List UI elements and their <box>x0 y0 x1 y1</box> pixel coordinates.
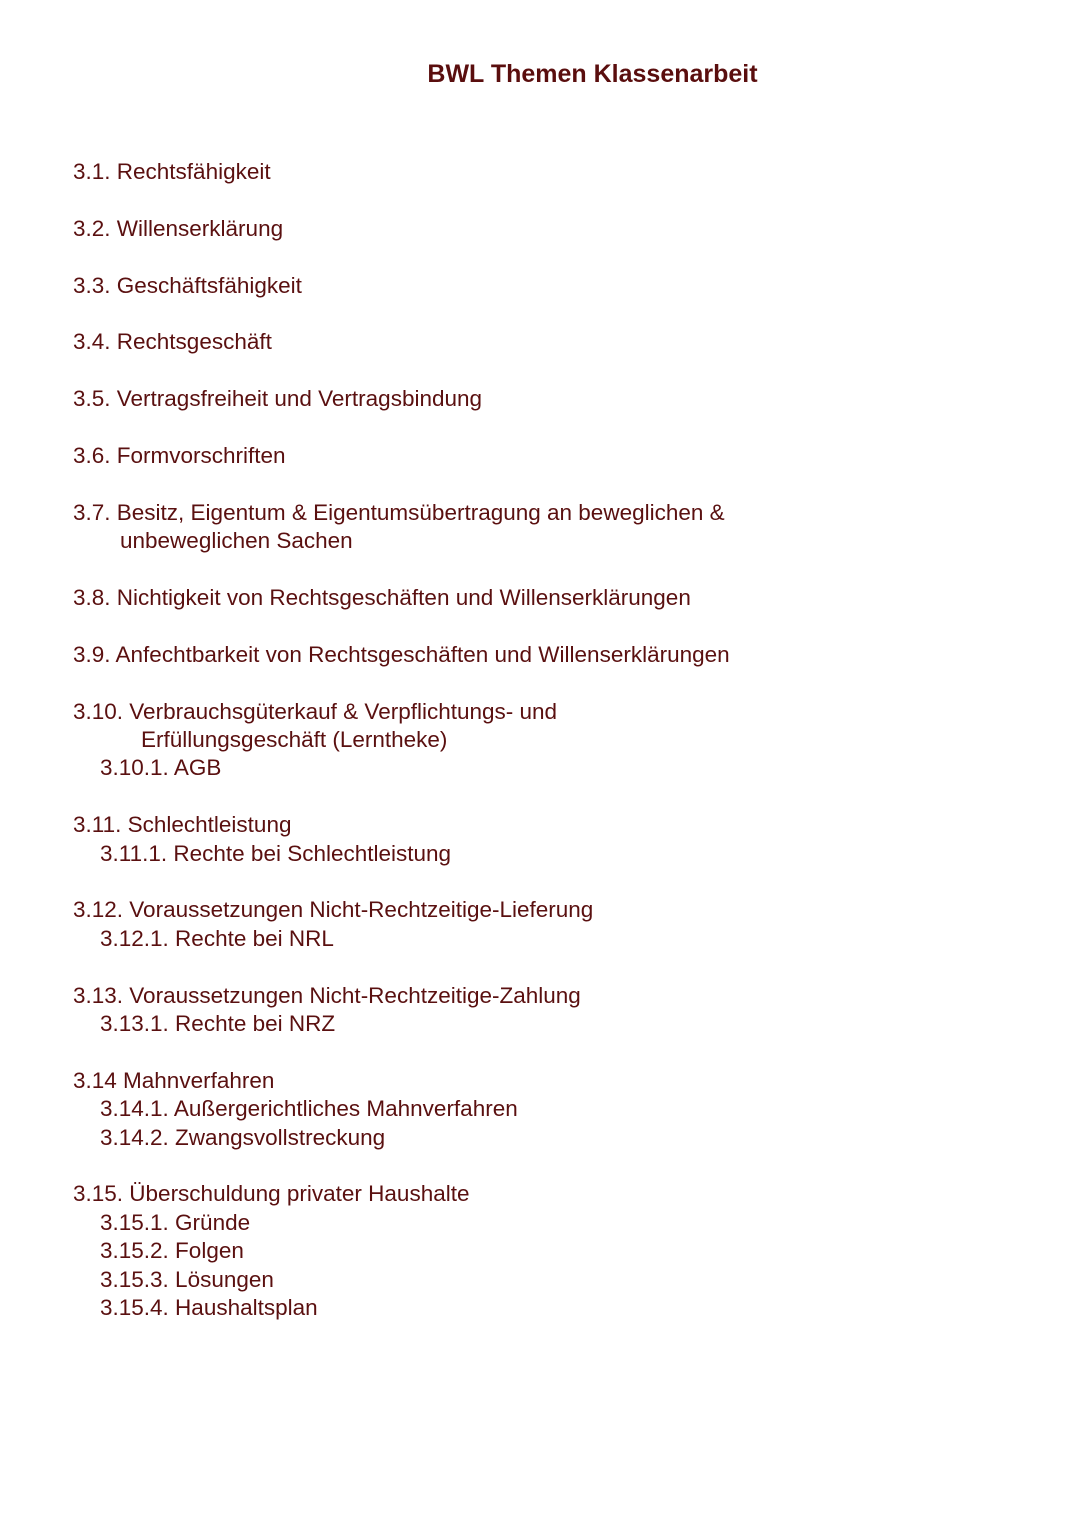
subtopic-3-12-1: 3.12.1. Rechte bei NRL <box>100 925 334 951</box>
topic-3-3: 3.3. Geschäftsfähigkeit <box>73 272 302 298</box>
topic-3-5: 3.5. Vertragsfreiheit und Vertragsbindung <box>73 386 483 412</box>
topic-3-11: 3.11. Schlechtleistung <box>73 812 292 838</box>
topic-3-15: 3.15. Überschuldung privater Haushalte <box>73 1181 470 1207</box>
topic-3-6: 3.6. Formvorschriften <box>73 442 286 468</box>
subtopic-3-13-1: 3.13.1. Rechte bei NRZ <box>100 1011 336 1036</box>
topic-3-10-continued: Erfüllungsgeschäft (Lerntheke) <box>141 726 448 752</box>
topic-3-7: 3.7. Besitz, Eigentum & Eigentumsübertragung an beweglichen & <box>73 499 725 525</box>
page-title: BWL Themen Klassenarbeit <box>427 60 758 88</box>
topic-3-12: 3.12. Voraussetzungen Nicht-Rechtzeitige-Lieferung <box>73 897 594 923</box>
subtopic-3-14-2: 3.14.2. Zwangsvollstreckung <box>100 1124 386 1150</box>
subtopic-3-15-2: 3.15.2. Folgen <box>100 1238 244 1264</box>
subtopic-3-14-1: 3.14.1. Außergerichtliches Mahnverfahren <box>100 1096 518 1122</box>
subtopic-3-10-1: 3.10.1. AGB <box>100 755 222 781</box>
topic-3-10: 3.10. Verbrauchsgüterkauf & Verpflichtungs- und <box>73 698 558 724</box>
topic-3-4: 3.4. Rechtsgeschäft <box>73 329 272 355</box>
subtopic-3-11-1: 3.11.1. Rechte bei Schlechtleistung <box>100 840 452 866</box>
subtopic-3-15-3: 3.15.3. Lösungen <box>100 1266 274 1292</box>
topic-3-1: 3.1. Rechtsfähigkeit <box>73 159 271 184</box>
topic-3-7-continued: unbeweglichen Sachen <box>120 528 353 554</box>
topic-list <box>73 158 1033 1322</box>
topic-3-8: 3.8. Nichtigkeit von Rechtsgeschäften und Willenserklärungen <box>73 584 691 610</box>
subtopic-3-15-1: 3.15.1. Gründe <box>100 1209 251 1235</box>
topic-3-14: 3.14 Mahnverfahren <box>73 1067 275 1093</box>
topic-3-9: 3.9. Anfechtbarkeit von Rechtsgeschäften und Willenserklärungen <box>73 641 730 667</box>
subtopic-3-15-4: 3.15.4. Haushaltsplan <box>100 1295 318 1321</box>
topic-3-13: 3.13. Voraussetzungen Nicht-Rechtzeitige-Zahlung <box>73 982 581 1008</box>
topic-3-2: 3.2. Willenserklärung <box>73 215 284 241</box>
